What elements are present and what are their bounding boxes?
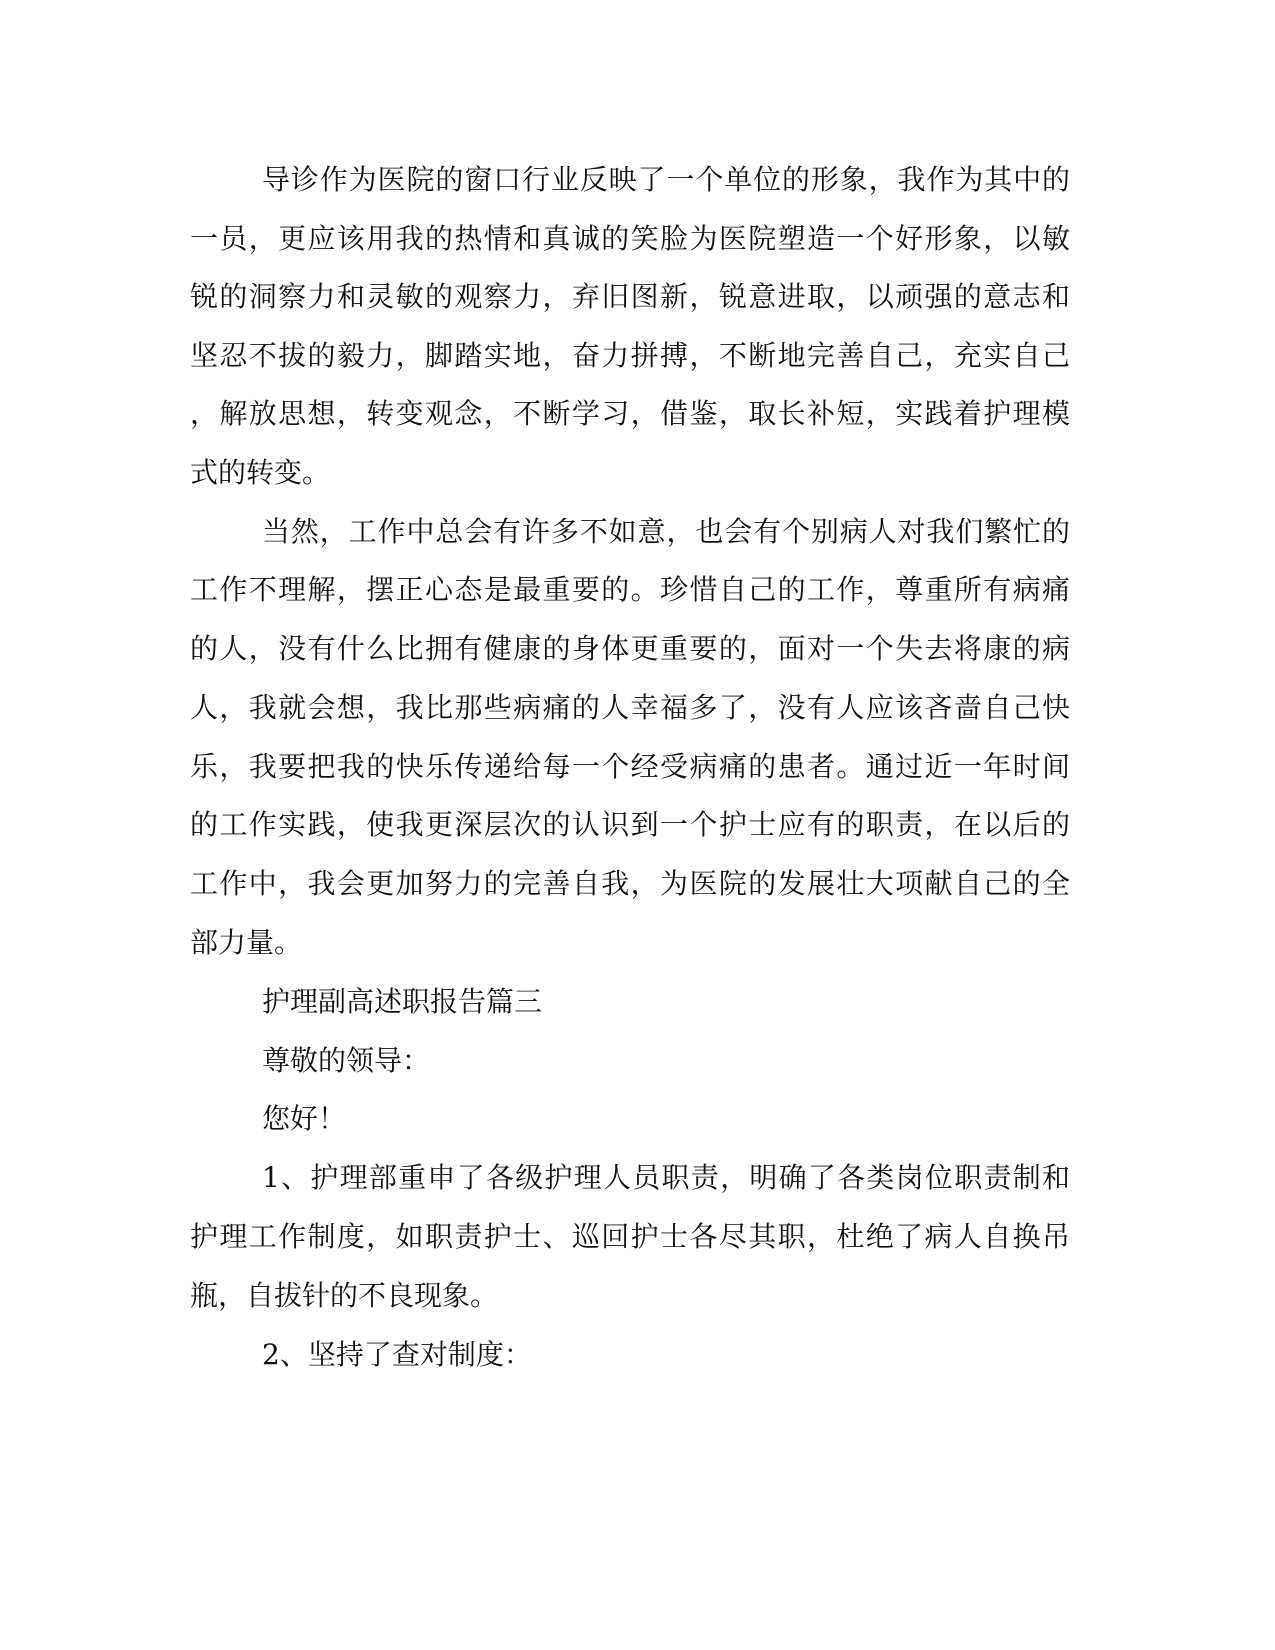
paragraph-2-line-1: 当然，工作中总会有许多不如意，也会有个别病人对我们繁忙的: [262, 515, 1070, 548]
paragraph-2-line-3: 的人，没有什么比拥有健康的身体更重要的，面对一个失去将康的病: [190, 632, 1070, 665]
item-1-line-1: 1、护理部重申了各级护理人员职责，明确了各类岗位职责制和: [262, 1161, 1070, 1194]
item-1-line-2: 护理工作制度，如职责护士、巡回护士各尽其职，杜绝了病人自换吊: [190, 1220, 1070, 1253]
salutation: 尊敬的领导：: [262, 1044, 431, 1077]
paragraph-2-line-8: 部力量。: [190, 926, 303, 959]
greeting: 您好！: [262, 1102, 347, 1135]
item-1-line-3: 瓶，自拔针的不良现象。: [190, 1279, 499, 1312]
paragraph-1-line-1: 导诊作为医院的窗口行业反映了一个单位的形象，我作为其中的: [262, 163, 1070, 196]
paragraph-2-line-4: 人，我就会想，我比那些病痛的人幸福多了，没有人应该吝啬自己快: [190, 691, 1070, 724]
paragraph-2-line-5: 乐，我要把我的快乐传递给每一个经受病痛的患者。通过近一年时间: [190, 750, 1070, 783]
paragraph-2-line-7: 工作中，我会更加努力的完善自我，为医院的发展壮大项献自己的全: [190, 867, 1070, 900]
section-title: 护理副高述职报告篇三: [262, 985, 543, 1018]
paragraph-2-line-2: 工作不理解，摆正心态是最重要的。珍惜自己的工作，尊重所有病痛: [190, 573, 1070, 606]
paragraph-1-line-2: 一员，更应该用我的热情和真诚的笑脸为医院塑造一个好形象，以敏: [190, 222, 1070, 255]
paragraph-1-line-6: 式的转变。: [190, 456, 331, 489]
item-2-line-1: 2、坚持了查对制度：: [262, 1338, 532, 1371]
paragraph-1-line-5: ，解放思想，转变观念，不断学习，借鉴，取长补短，实践着护理模: [190, 397, 1070, 430]
paragraph-1-line-3: 锐的洞察力和灵敏的观察力，弃旧图新，锐意进取，以顽强的意志和: [190, 280, 1070, 313]
paragraph-1-line-4: 坚忍不拔的毅力，脚踏实地，奋力拼搏，不断地完善自己，充实自己: [190, 339, 1070, 372]
paragraph-2-line-6: 的工作实践，使我更深层次的认识到一个护士应有的职责，在以后的: [190, 808, 1070, 841]
